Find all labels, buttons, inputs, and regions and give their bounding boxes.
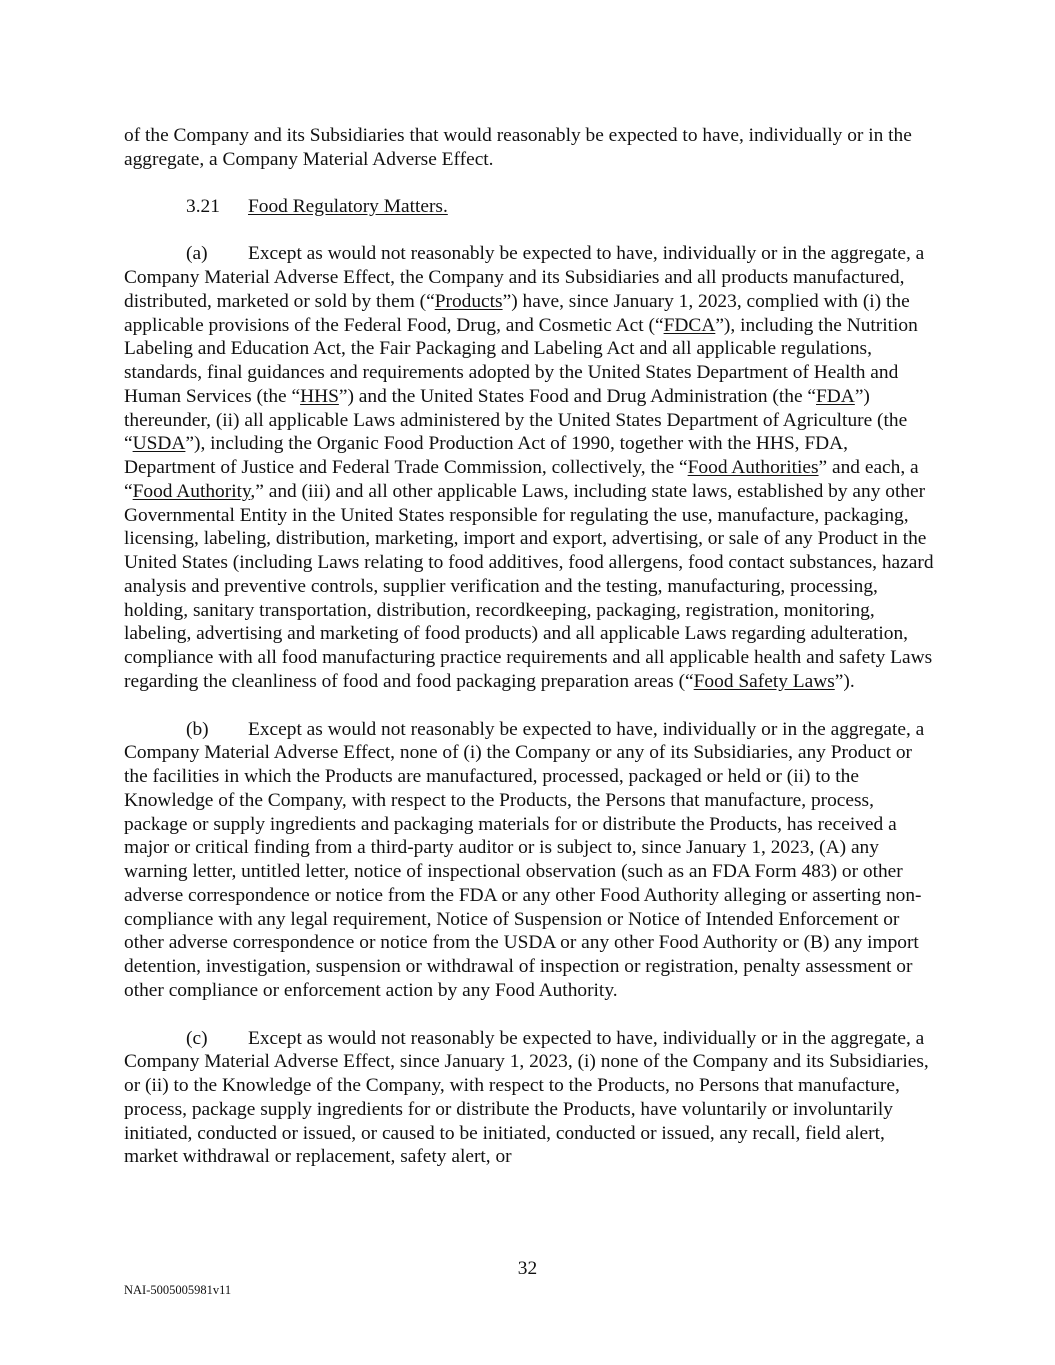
defined-term-usda: USDA	[132, 433, 186, 455]
defined-term-fda: FDA	[816, 385, 855, 407]
paragraph-c-label: (c)	[186, 1027, 208, 1049]
document-id: NAI-5005005981v11	[124, 1283, 232, 1297]
defined-term-hhs: HHS	[300, 385, 339, 407]
document-body	[124, 124, 934, 1193]
page-number: 32	[517, 1258, 538, 1279]
defined-term-food-safety-laws: Food Safety Laws	[693, 670, 835, 692]
paragraph-a-text-1: Except as would not reasonably be expected to have, individually or in the aggregate, a Company Material Adverse Effect, the Company and its Subsidiaries and all products manufactured, distributed, marketed or sold by them (“	[124, 243, 925, 312]
paragraph-b	[124, 718, 934, 1003]
paragraph-a-text-8: ,” and (iii) and all other applicable Laws, including state laws, established by any other Governmental Entity in the United States responsible for regulating the use, manufacture, packaging, licensing, labeling, distribution, marketing, import and export, advertising, or sale of any Product in the United States (including Laws relating to food additives, food allergens, food contact substances, hazard analysis and preventive controls, supplier verification and the testing, manufacturing, processing, holding, sanitary transportation, distribution, recordkeeping, packaging, registration, monitoring, labeling, advertising and marketing of food products) and all applicable Laws regarding adulteration, compliance with all food manufacturing practice requirements and all applicable health and safety Laws regarding the cleanliness of food and food packaging preparation areas (“	[124, 480, 934, 692]
paragraph-c-text: Except as would not reasonably be expected to have, individually or in the aggregate, a Company Material Adverse Effect, since January 1, 2023, (i) none of the Company and its Subsidiaries, or (ii) to the Knowledge of the Company, with respect to the Products, no Persons that manufacture, process, package supply ingredients for or distribute the Products, have voluntarily or involuntarily initiated, conducted or issued, or caused to be initiated, conducted or issued, any recall, field alert, market withdrawal or replacement, safety alert, or	[124, 1027, 929, 1168]
paragraph-a-text-2: ”) have, since January 1, 2023, complied with (i) the applicable provisions of the Federal Food, Drug, and Cosmetic Act (“	[124, 290, 910, 336]
defined-term-food-authority: Food Authority	[132, 480, 251, 502]
paragraph-a	[124, 242, 934, 693]
paragraph-a-text-6: ”), including the Organic Food Production Act of 1990, together with the HHS, FDA, Department of Justice and Federal Trade Commission, collectively, the “	[124, 433, 849, 478]
paragraph-b-text: Except as would not reasonably be expected to have, individually or in the aggregate, a Company Material Adverse Effect, none of (i) the Company or any of its Subsidiaries, any Product or the facilities in which the Products are manufactured, processed, packaged or held or (ii) to the Knowledge of the Company, with respect to the Products, the Persons that manufacture, process, package or supply ingredients and packaging materials for or distribute the Products, has received a major or critical finding from a third-party auditor or is subject to, since January 1, 2023, (A) any warning letter, untitled letter, notice of inspectional observation (such as an FDA Form 483) or other adverse correspondence or notice from the FDA or any other Food Authority alleging or asserting non-compliance with any legal requirement, Notice of Suspension or Notice of Intended Enforcement or other adverse correspondence or notice from the USDA or any other Food Authority or (B) any import detention, investigation, suspension or withdrawal of inspection or registration, penalty assessment or other compliance or enforcement action by any Food Authority.	[124, 718, 925, 1001]
paragraph-a-text-3: ”), including the Nutrition Labeling and Education Act, the Fair Packaging and Labeling Act and all applicable regulations, standards, final guidances and requirements adopted by the United States Department of Health and Human Services (the “	[124, 314, 918, 407]
section-title: Food Regulatory Matters.	[248, 195, 448, 217]
defined-term-food-authorities: Food Authorities	[687, 457, 819, 478]
paragraph-a-text-9: ”).	[834, 670, 855, 692]
defined-term-fdca: FDCA	[663, 314, 716, 336]
section-heading	[186, 195, 934, 219]
paragraph-a-text-5: ”) thereunder, (ii) all applicable Laws administered by the United States Department of Agriculture (the “	[124, 385, 908, 455]
defined-term-products: Products	[434, 290, 503, 312]
paragraph-a-text-4: ”) and the United States Food and Drug Administration (the “	[338, 385, 817, 407]
paragraph-c	[124, 1027, 934, 1170]
section-number: 3.21	[186, 195, 220, 217]
paragraph-b-label: (b)	[186, 718, 209, 740]
paragraph-a-label: (a)	[186, 243, 208, 265]
continuation-paragraph: of the Company and its Subsidiaries that would reasonably be expected to have, individually or in the aggregate, a Company Material Adverse Effect.	[124, 125, 912, 170]
paragraph-a-text-7: ” and each, a “	[124, 457, 919, 502]
